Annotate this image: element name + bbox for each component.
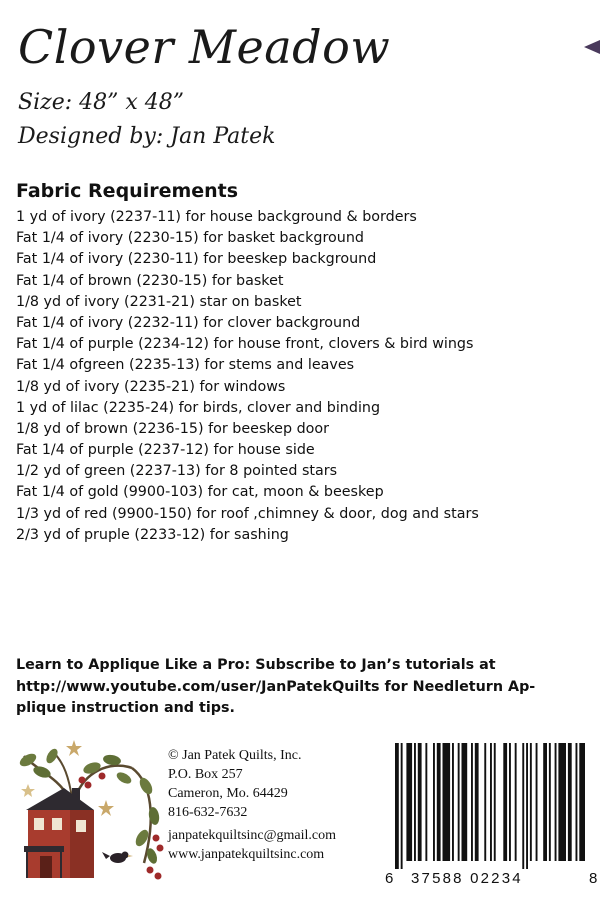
barcode-bar (484, 743, 486, 861)
barcode-bar (418, 743, 422, 861)
barcode-bar (576, 743, 578, 861)
barcode-bar (494, 743, 496, 861)
requirement-item: Fat 1/4 of ivory (2230-15) for basket background (16, 230, 364, 247)
requirement-item: Fat 1/4 of brown (2230-15) for basket (16, 272, 284, 289)
barcode-bar (503, 743, 507, 861)
barcode-bar (579, 743, 585, 861)
requirement-item: 1/8 yd of ivory (2235-21) for windows (16, 378, 286, 395)
barcode-bar (462, 743, 468, 861)
barcode-bar (530, 743, 532, 861)
barcode-bar (568, 743, 572, 861)
requirement-item: 1 yd of lilac (2235-24) for birds, clover and binding (16, 399, 381, 416)
barcode-bar (437, 743, 441, 861)
barcode-bar (490, 743, 492, 861)
pattern-designer: Designed by: Jan Patek (18, 124, 276, 149)
barcode-bar (458, 743, 460, 861)
requirement-item: Fat 1/4 of ivory (2230-11) for beeskep background (16, 251, 377, 268)
requirement-item: Fat 1/4 of purple (2234-12) for house front, clovers & bird wings (16, 336, 474, 353)
barcode-right-digit: 8 (589, 870, 598, 887)
promo-link-line[interactable]: http://www.youtube.com/user/JanPatekQuilts for Needleturn Ap- (16, 678, 536, 695)
barcode-bar (443, 743, 451, 861)
requirement-item: Fat 1/4 of ivory (2232-11) for clover background (16, 314, 361, 331)
barcode-bar (452, 743, 454, 861)
requirement-item: 1/8 yd of brown (2236-15) for beeskep door (16, 420, 330, 437)
corner-mark (584, 40, 600, 54)
pattern-size: Size: 48” x 48” (18, 90, 184, 115)
barcode-left-digit: 6 (385, 870, 394, 887)
tutorial-promo (16, 655, 591, 720)
requirement-item: Fat 1/4 ofgreen (2235-13) for stems and leaves (16, 357, 355, 374)
po-box: P.O. Box 257 (168, 767, 243, 782)
upc-barcode (383, 741, 600, 891)
fabric-requirements-list (16, 207, 479, 546)
requirement-item: 2/3 yd of pruple (2233-12) for sashing (16, 526, 289, 543)
barcode-bar (406, 743, 412, 861)
barcode-bar (526, 743, 528, 869)
barcode-bar (425, 743, 427, 861)
requirement-item: Fat 1/4 of purple (2237-12) for house side (16, 442, 315, 459)
house-logo-icon (14, 738, 164, 883)
barcode-bar (536, 743, 538, 861)
pattern-title: Clover Meadow (18, 20, 391, 74)
barcode-bars (383, 741, 600, 869)
promo-line: plique instruction and tips. (16, 700, 235, 716)
requirement-item: 1/2 yd of green (2237-13) for 8 pointed stars (16, 463, 338, 480)
requirement-item: 1/3 yd of red (9900-150) for roof ,chimney & door, dog and stars (16, 505, 479, 522)
barcode-bar (555, 743, 557, 861)
barcode-bar (471, 743, 473, 861)
barcode-bar (543, 743, 547, 861)
barcode-bar (549, 743, 551, 861)
barcode-main-digits: 37588 02234 (411, 870, 523, 887)
requirement-item: Fat 1/4 of gold (9900-103) for cat, moon & beeskep (16, 484, 384, 501)
city-address: Cameron, Mo. 64429 (168, 786, 288, 801)
barcode-bar (433, 743, 435, 861)
phone-number: 816-632-7632 (168, 805, 248, 820)
barcode-bar (401, 743, 403, 869)
requirement-item: 1 yd of ivory (2237-11) for house background & borders (16, 209, 417, 225)
barcode-bar (558, 743, 566, 861)
email-link[interactable]: janpatekquiltsinc@gmail.com (168, 828, 337, 843)
barcode-bar (395, 743, 399, 869)
barcode-bar (475, 743, 479, 861)
website-link[interactable]: www.janpatekquiltsinc.com (168, 847, 325, 862)
fabric-requirements-heading: Fabric Requirements (16, 180, 239, 202)
contact-block (168, 746, 336, 864)
barcode-bar (515, 743, 517, 861)
requirement-item: 1/8 yd of ivory (2231-21) star on basket (16, 293, 302, 310)
barcode-bar (414, 743, 416, 861)
company-name: © Jan Patek Quilts, Inc. (168, 748, 302, 763)
promo-line: Learn to Applique Like a Pro: Subscribe to Jan’s tutorials at (16, 657, 496, 673)
barcode-bar (509, 743, 511, 861)
barcode-bar (522, 743, 524, 869)
